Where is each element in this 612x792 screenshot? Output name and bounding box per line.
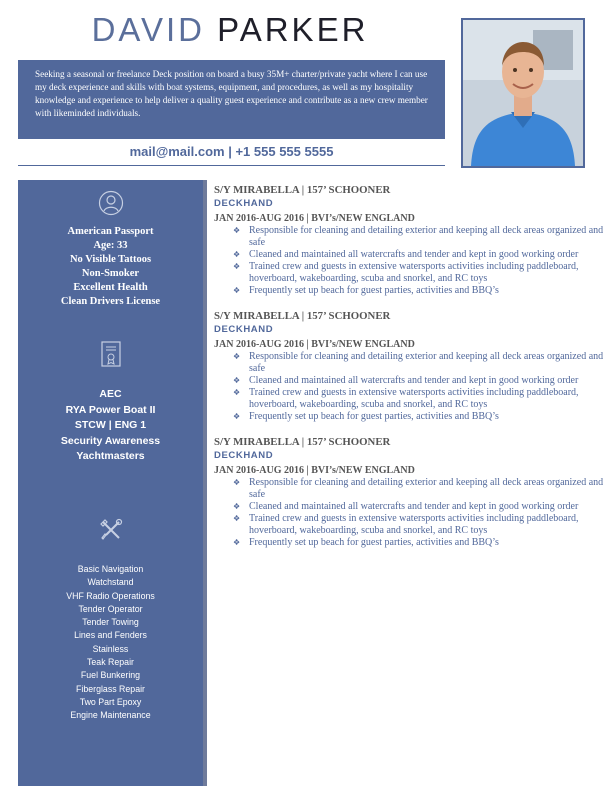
certificate-icon [18, 340, 203, 373]
diamond-bullet-icon: ❖ [233, 412, 241, 421]
job-entry [214, 184, 606, 297]
bullet-text: Frequently set up beach for guest parties, activities and BBQ’s [249, 411, 499, 422]
diamond-bullet-icon: ❖ [233, 226, 241, 235]
bullet-text: Cleaned and maintained all watercrafts and tender and kept in good working order [249, 501, 579, 512]
skills-list [18, 563, 203, 723]
personal-info [18, 225, 203, 309]
sidebar [18, 180, 207, 786]
job-role: DECKHAND [214, 450, 274, 461]
diamond-bullet-icon: ❖ [233, 250, 241, 259]
skill-item: Lines and Fenders [74, 630, 147, 641]
job-bullets [214, 225, 606, 297]
bullet-text: Frequently set up beach for guest parties, activities and BBQ’s [249, 285, 499, 296]
job-bullet [214, 501, 606, 513]
cert-item: Security Awareness [60, 434, 161, 447]
diamond-bullet-icon: ❖ [233, 478, 241, 487]
skill-item: Basic Navigation [77, 564, 144, 574]
job-bullet [214, 351, 606, 375]
diamond-bullet-icon: ❖ [233, 376, 241, 385]
cert-item: STCW | ENG 1 [74, 419, 147, 431]
job-entry [214, 436, 606, 549]
person-icon [18, 190, 203, 221]
skill-item: Teak Repair [87, 657, 134, 668]
skill-item: VHF Radio Operations [66, 590, 155, 601]
diamond-bullet-icon: ❖ [233, 538, 241, 547]
bullet-text: Cleaned and maintained all watercrafts and tender and kept in good working order [249, 375, 579, 386]
diamond-bullet-icon: ❖ [233, 514, 241, 523]
personal-item: Non-Smoker [81, 268, 140, 279]
skill-item: Fuel Bunkering [80, 670, 141, 681]
job-bullet [214, 477, 606, 501]
bullet-text: Trained crew and guests in extensive watersports activities including paddleboard, hoverboard, wakeboarding, scuba and snorkel, and RC toys [249, 261, 579, 284]
diamond-bullet-icon: ❖ [233, 262, 241, 271]
profile-photo [461, 18, 585, 168]
diamond-bullet-icon: ❖ [233, 502, 241, 511]
bullet-text: Trained crew and guests in extensive watersports activities including paddleboard, hoverboard, wakeboarding, scuba and snorkel, and RC toys [249, 387, 579, 410]
skill-item: Tender Operator [78, 603, 143, 614]
cert-item: RYA Power Boat II [65, 403, 156, 416]
cert-item: Yachtmasters [76, 450, 145, 462]
skill-item: Two Part Epoxy [79, 696, 142, 707]
job-vessel: S/Y MIRABELLA | 157’ SCHOONER [214, 184, 391, 196]
header-divider [18, 165, 445, 166]
job-bullet [214, 513, 606, 537]
bullet-text: Cleaned and maintained all watercrafts and tender and kept in good working order [249, 249, 579, 260]
job-bullet [214, 375, 606, 387]
experience-section [214, 184, 606, 562]
cert-item: AEC [99, 388, 122, 400]
job-role: DECKHAND [214, 198, 274, 209]
bullet-text: Frequently set up beach for guest parties, activities and BBQ’s [249, 537, 499, 548]
skill-item: Watchstand [87, 577, 134, 588]
job-bullet [214, 387, 606, 411]
summary-text: Seeking a seasonal or freelance Deck position on board a busy 35M+ charter/private yacht where I can use my deck experience and skills with boat systems, equipment, and procedures, as well as my hospitality knowledge and experience to help deliver a quality guest experience and contribute as a new crew member with likeminded individuals. [35, 69, 428, 118]
job-dates: JAN 2016-AUG 2016 | BVI’s/NEW ENGLAND [214, 339, 415, 350]
personal-item: Excellent Health [73, 282, 148, 293]
diamond-bullet-icon: ❖ [233, 286, 241, 295]
diamond-bullet-icon: ❖ [233, 352, 241, 361]
tools-icon [18, 517, 203, 548]
bullet-text: Responsible for cleaning and detailing exterior and keeping all deck areas organized and safe [249, 477, 604, 500]
personal-item: Clean Drivers License [60, 296, 161, 307]
job-bullet [214, 249, 606, 261]
certifications [18, 387, 203, 465]
bullet-text: Trained crew and guests in extensive watersports activities including paddleboard, hoverboard, wakeboarding, scuba and snorkel, and RC toys [249, 513, 579, 536]
job-bullet [214, 537, 606, 549]
photo-illustration [463, 20, 583, 166]
bullet-text: Responsible for cleaning and detailing exterior and keeping all deck areas organized and safe [249, 225, 604, 248]
diamond-bullet-icon: ❖ [233, 388, 241, 397]
job-bullets [214, 477, 606, 549]
contact-line: mail@mail.com | +1 555 555 5555 [129, 144, 334, 159]
skill-item: Tender Towing [82, 617, 139, 628]
job-role: DECKHAND [214, 324, 274, 335]
skill-item: Engine Maintenance [70, 710, 151, 721]
candidate-name [0, 10, 460, 50]
job-bullet [214, 225, 606, 249]
personal-item: No Visible Tattoos [69, 254, 152, 265]
job-vessel: S/Y MIRABELLA | 157’ SCHOONER [214, 310, 391, 322]
personal-item: Age: 33 [93, 240, 128, 251]
job-bullet [214, 261, 606, 285]
job-entry [214, 310, 606, 423]
skill-item: Fiberglass Repair [76, 683, 145, 694]
job-bullets [214, 351, 606, 423]
job-dates: JAN 2016-AUG 2016 | BVI’s/NEW ENGLAND [214, 213, 415, 224]
first-name: DAVID [91, 11, 205, 48]
bullet-text: Responsible for cleaning and detailing exterior and keeping all deck areas organized and safe [249, 351, 604, 374]
job-dates: JAN 2016-AUG 2016 | BVI’s/NEW ENGLAND [214, 465, 415, 476]
job-bullet [214, 411, 606, 423]
summary-box [18, 60, 445, 139]
skill-item: Stainless [92, 643, 129, 654]
job-vessel: S/Y MIRABELLA | 157’ SCHOONER [214, 436, 391, 448]
personal-item: American Passport [67, 226, 154, 237]
job-bullet [214, 285, 606, 297]
last-name: PARKER [217, 11, 369, 48]
